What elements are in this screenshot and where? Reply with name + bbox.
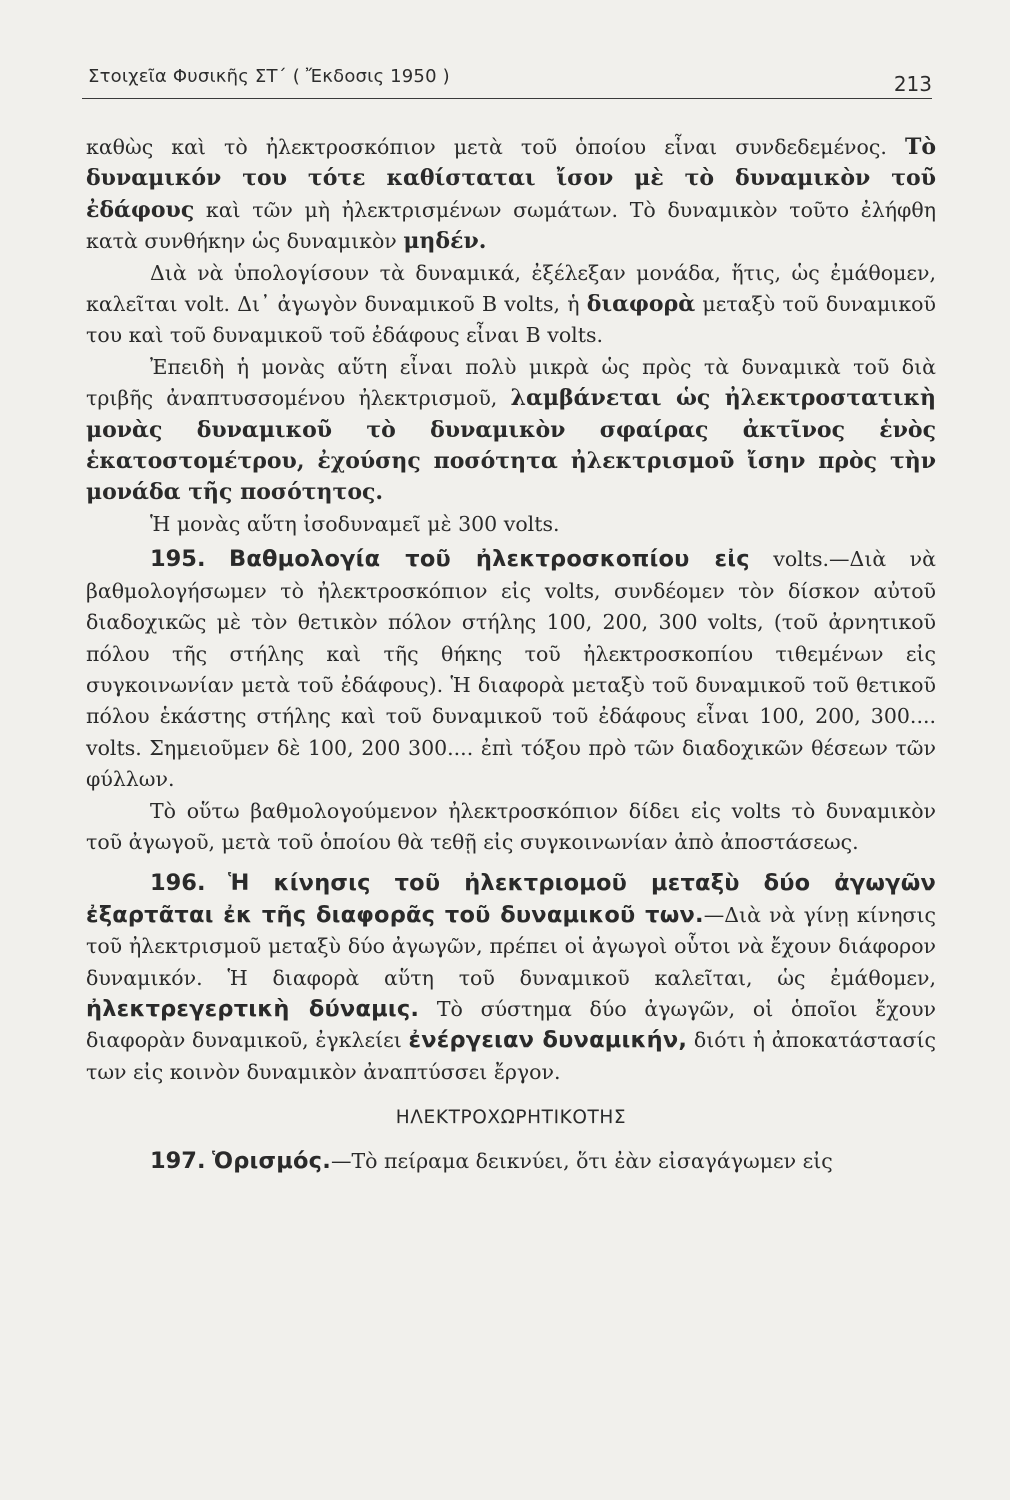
text-run: Ἐπειδὴ ἡ μονὰς αὕτη εἶναι πολὺ μικρὰ ὡς πρὸς τὰ δυναμικὰ τοῦ διὰ τριβῆς ἀναπτυσσομένου ἠλεκτρισμοῦ, xyxy=(86,354,936,411)
section-number: 197. xyxy=(150,1147,206,1174)
paragraph-calibrated-electroscope: Τὸ οὕτω βαθμολογούμενον ἠλεκτροσκόπιον δίδει εἰς volts τὸ δυναμικὸν τοῦ ἀγωγοῦ, μετὰ τοῦ ὁποίου θὰ τεθῇ εἰς συγκοινωνίαν ἀπὸ ἀποστάσεως. xyxy=(86,798,936,854)
section-title: Ὁρισμός. xyxy=(212,1147,331,1174)
section-text: —Τὸ πείραμα δεικνύει, ὅτι ἐὰν εἰσαγάγωμεν εἰς xyxy=(330,1148,833,1173)
text-run: Διὰ νὰ ὑπολογίσουν τὰ δυναμικά, ἐξέλεξαν μονάδα, ἥτις, ὡς ἐμάθομεν, καλεῖται volt. Δι᾿ ἀγωγὸν δυναμικοῦ Β volts, ἡ xyxy=(86,260,936,317)
section-196 xyxy=(86,868,936,1088)
section-number: 196. xyxy=(150,870,206,897)
paragraph-potential-ground xyxy=(86,132,936,258)
bold-term: ἐνέργειαν δυναμικήν, xyxy=(408,1027,688,1054)
paragraph-volt-unit xyxy=(86,258,936,352)
bold-statement: Τὸ δυναμικόν του τότε καθίσταται ἴσον μὲ τὸ δυναμικὸν τοῦ ἐδάφους xyxy=(86,134,936,223)
section-number: 195. xyxy=(150,546,206,573)
bold-term: ἠλεκτρεγερτικὴ δύναμις. xyxy=(86,995,420,1022)
paragraph-unit-equivalence: Ἡ μονὰς αὕτη ἰσοδυναμεῖ μὲ 300 volts. xyxy=(150,511,560,536)
page-header xyxy=(82,62,932,99)
section-197 xyxy=(86,1146,936,1177)
text-run: καθὼς καὶ τὸ ἠλεκτροσκόπιον μετὰ τοῦ ὁποίου εἶναι συνδεδεμένος. xyxy=(86,135,887,159)
bold-definition: λαμβάνεται ὡς ἠλεκτροστατικὴ μονὰς δυναμικοῦ τὸ δυναμικὸν σφαίρας ἀκτῖνος ἑνὸς ἑκατοστομέτρου, ἐχούσης ποσότητα ἠλεκτρισμοῦ ἴσην πρὸς τὴν μονάδα τῆς ποσότητος. xyxy=(86,385,936,506)
section-text: Τὸ σύστημα δύο ἀγωγῶν, οἱ ὁποῖοι ἔχουν διαφορὰν δυναμικοῦ, ἐγκλείει xyxy=(86,996,936,1053)
section-text: —Διὰ νὰ γίνῃ κίνησις τοῦ ἠλεκτρισμοῦ μεταξὺ δύο ἀγωγῶν, πρέπει οἱ ἀγωγοὶ οὗτοι νὰ ἔχουν διάφορον δυναμικόν. Ἡ διαφορὰ αὕτη τοῦ δυναμικοῦ καλεῖται, ὡς ἐμάθομεν, xyxy=(86,902,936,990)
bold-term: διαφορὰ xyxy=(586,291,696,318)
chapter-subheading: ΗΛΕΚΤΡΟΧΩΡΗΤΙΚΟΤΗΣ xyxy=(395,1107,627,1129)
section-text: —Διὰ νὰ βαθμολογήσωμεν τὸ ἠλεκτροσκόπιον εἰς volts, συνδέομεν τὸν δίσκον αὐτοῦ διαδοχικῶς μὲ τὸν θετικὸν πόλον στήλης 100, 200, 300 volts, (τοῦ ἀρνητικοῦ πόλου τῆς στήλης καὶ τῆς θήκης τοῦ ἠλεκτροσκοπίου τιθεμένων εἰς συγκοινωνίαν μετὰ τοῦ ἐδάφους). Ἡ διαφορὰ μεταξὺ τοῦ δυναμικοῦ τοῦ θετικοῦ πόλου ἑκάστης στήλης καὶ τοῦ δυναμικοῦ τοῦ ἐδάφους εἶναι 100, 200, 300.... volts. Σημειοῦμεν δὲ 100, 200 300.... ἐπὶ τόξου πρὸ τῶν διαδοχικῶν θέσεων τῶν φύλλων. xyxy=(86,547,936,792)
running-title: Στοιχεῖα Φυσικῆς ΣΤ΄ ( Ἔκδοσις 1950 ) xyxy=(88,66,450,87)
section-title: Ἡ κίνησις τοῦ ἠλεκτριομοῦ μεταξὺ δύο ἀγωγῶν ἐξαρτᾶται ἐκ τῆς διαφορᾶς τοῦ δυναμικοῦ των. xyxy=(86,870,936,928)
section-title-tail: volts. xyxy=(773,547,830,572)
paragraph-electrostatic-unit xyxy=(86,352,936,509)
page-number: 213 xyxy=(893,72,932,96)
section-title: Βαθμολογία τοῦ ἠλεκτροσκοπίου εἰς xyxy=(228,546,750,573)
page-body xyxy=(86,132,936,1177)
section-text: διότι ἡ ἀποκατάστασίς των εἰς κοινὸν δυναμικὸν ἀναπτύσσει ἔργον. xyxy=(86,1028,936,1084)
section-195 xyxy=(86,544,936,795)
bold-term: μηδέν. xyxy=(403,228,487,255)
text-run: καὶ τῶν μὴ ἠλεκτρισμένων σωμάτων. Τὸ δυναμικὸν τοῦτο ἐλήφθη κατὰ συνθήκην ὡς δυναμικὸν xyxy=(86,197,936,254)
text-run: μεταξὺ τοῦ δυναμικοῦ του καὶ τοῦ δυναμικοῦ τοῦ ἐδάφους εἶναι Β volts. xyxy=(86,292,936,348)
